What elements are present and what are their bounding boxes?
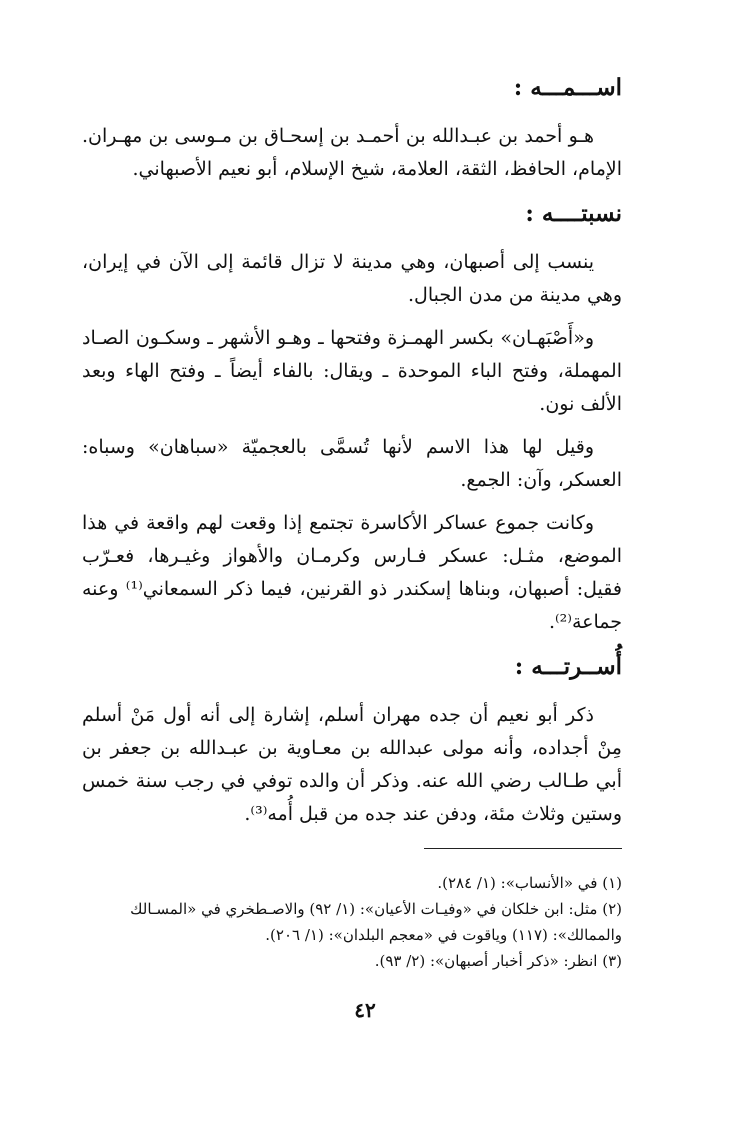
paragraph: ذكر أبو نعيم أن جده مهران أسلم، إشارة إلى أنه أول مَنْ أسلم مِنْ أجداده، وأنه مولى عبدالله بن معـاوية بن عبـدالله بن جعفر بن أبي طـالب رضي الله عنه. وذكر أن والده توفي في رجب سنة خمس وستين وثلاث مئة، ودفن عند جده من قبل أُمه⁽³⁾. (82, 704, 622, 825)
section-family (82, 649, 622, 831)
footnote: (١) في «الأنساب»: (١/ ٢٨٤). (437, 874, 622, 892)
section-name (82, 70, 622, 186)
paragraph: ينسب إلى أصبهان، وهي مدينة لا تزال قائمة إلى الآن في إيران، وهي مدينة من مدن الجبال. (82, 251, 622, 306)
section-heading: اســـمـــه : (513, 74, 622, 101)
paragraph: وقيل لها هذا الاسم لأنها تُسمَّى بالعجميّة «سباهان» وسباه: العسكر، وآن: الجمع. (82, 436, 622, 491)
section-lineage (82, 196, 622, 639)
paragraph: هـو أحمد بن عبـدالله بن أحمـد بن إسحـاق بن مـوسى بن مهـران. الإمام، الحافظ، الثقة، العلامة، شيخ الإسلام، أبو نعيم الأصبهاني. (82, 125, 622, 180)
page-body (82, 70, 622, 841)
paragraph: و«أَصْبَهـان» بكسر الهمـزة وفتحها ـ وهـو الأشهر ـ وسكـون الصـاد المهملة، وفتح الباء الموحدة ـ ويقال: بالفاء أيضاً ـ وفتح الهاء وبعد الألف نون. (82, 327, 622, 415)
paragraph: وكانت جموع عساكر الأكاسرة تجتمع إذا وقعت لهم واقعة في هذا الموضع، مثـل: عسكر فـارس وكرمـان والأهواز وغيـرها، فعـرّب فقيل: أصبهان، وبناها إسكندر ذو القرنين، فيما ذكر السمعاني⁽¹⁾ وعنه جماعة⁽²⁾. (82, 512, 622, 633)
section-heading: أُســرتـــه : (514, 653, 622, 680)
footnote: (٢) مثل: ابن خلكان في «وفيـات الأعيان»: (١/ ٩٢) والاصـطخري في «المسـالك والممالك»: (١١٧) وياقوت في «معجم البلدان»: (١/ ٢٠٦). (130, 900, 622, 944)
footnote-separator (424, 848, 622, 849)
section-heading: نسبتــــه : (525, 200, 622, 227)
footnotes (82, 870, 622, 974)
page-number: ٤٢ (354, 998, 376, 1022)
footnote: (٣) انظر: «ذكر أخبار أصبهان»: (٢/ ٩٣). (374, 952, 622, 970)
